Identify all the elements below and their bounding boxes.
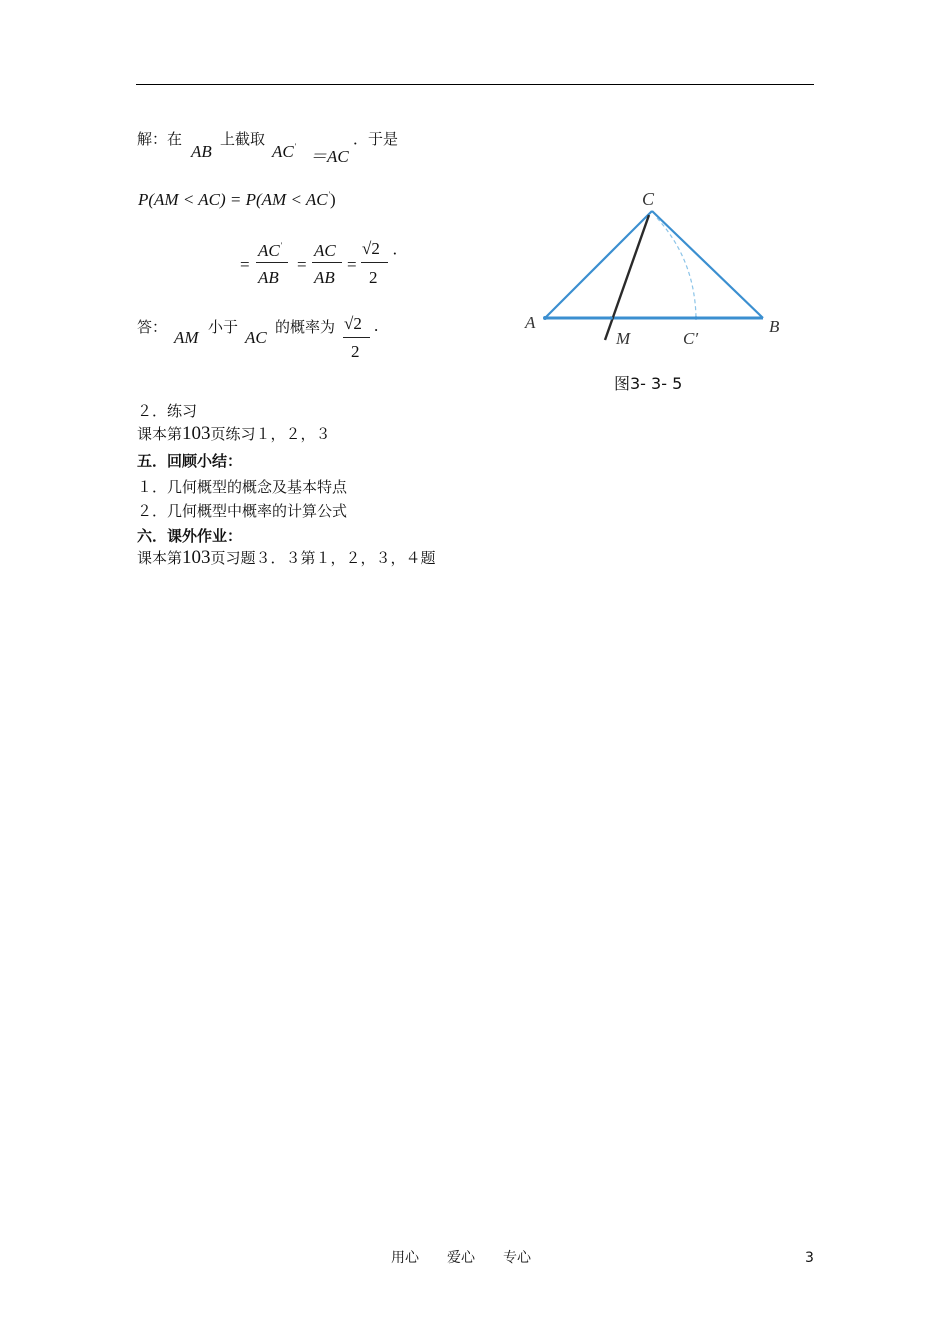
- figure-caption: 图3- 3- 5: [614, 374, 683, 393]
- label-a: A: [525, 313, 536, 332]
- solution-yushi: ．于是: [353, 130, 399, 148]
- segment-ab: AB: [191, 142, 212, 161]
- trailing-dot: ·: [392, 244, 398, 263]
- solution-prefix: 解：在: [137, 130, 183, 148]
- footer-motto: 用心 爱心 专心: [391, 1250, 531, 1266]
- fraction-3-denominator: 2: [369, 268, 378, 287]
- fraction-1-numerator: AC': [258, 241, 283, 260]
- label-b: B: [769, 317, 780, 336]
- fraction-3-bar: [361, 262, 388, 263]
- equals-3: =: [347, 255, 357, 274]
- practice-text: 课本第103页练习１，２，３: [137, 423, 331, 444]
- homework-title: 六．课外作业：: [137, 527, 243, 545]
- answer-prefix: 答：: [137, 318, 168, 336]
- solution-jiequ: 上截取: [220, 130, 266, 148]
- label-c: C: [642, 189, 655, 209]
- practice-title: ２．练习: [137, 402, 198, 420]
- answer-fraction-bar: [343, 337, 370, 338]
- label-cprime: C′: [683, 329, 699, 348]
- point-m: [609, 316, 613, 320]
- fraction-1-denominator: AB: [258, 268, 279, 287]
- review-title: 五．回顾小结：: [137, 452, 243, 470]
- answer-xiaoyu: 小于: [208, 318, 239, 336]
- probability-equation: P(AM < AC) = P(AM < AC'): [138, 190, 336, 209]
- answer-dot: .: [374, 316, 379, 335]
- side-ac: [545, 211, 652, 318]
- point-cprime: [694, 316, 698, 320]
- side-cb: [652, 211, 763, 318]
- answer-denominator: 2: [351, 342, 360, 361]
- fraction-2-denominator: AB: [314, 268, 335, 287]
- fraction-2-numerator: AC: [314, 241, 336, 260]
- point-a: [543, 316, 547, 320]
- label-m: M: [616, 329, 631, 348]
- fraction-1-bar: [256, 262, 288, 263]
- answer-gailv: 的概率为: [275, 318, 336, 336]
- answer-am: AM: [174, 328, 199, 347]
- review-item-1: １．几何概型的概念及基本特点: [137, 478, 348, 496]
- fraction-2-bar: [312, 262, 342, 263]
- equals-ac: ＝AC: [310, 147, 349, 166]
- homework-text: 课本第103页习题３．３第１，２，３，４题: [137, 547, 436, 568]
- equals-1: =: [240, 255, 250, 274]
- answer-numerator: √2: [344, 314, 362, 333]
- segment-acp: AC': [272, 142, 297, 161]
- review-item-2: ２．几何概型中概率的计算公式: [137, 502, 348, 520]
- equals-2: =: [297, 255, 307, 274]
- header-rule: [136, 84, 814, 85]
- answer-ac: AC: [245, 328, 267, 347]
- triangle-figure: [515, 180, 805, 360]
- segment-cm: [605, 215, 649, 340]
- page-number: 3: [805, 1250, 814, 1266]
- fraction-3-numerator: √2: [362, 239, 380, 258]
- arc-ccprime: [657, 218, 696, 318]
